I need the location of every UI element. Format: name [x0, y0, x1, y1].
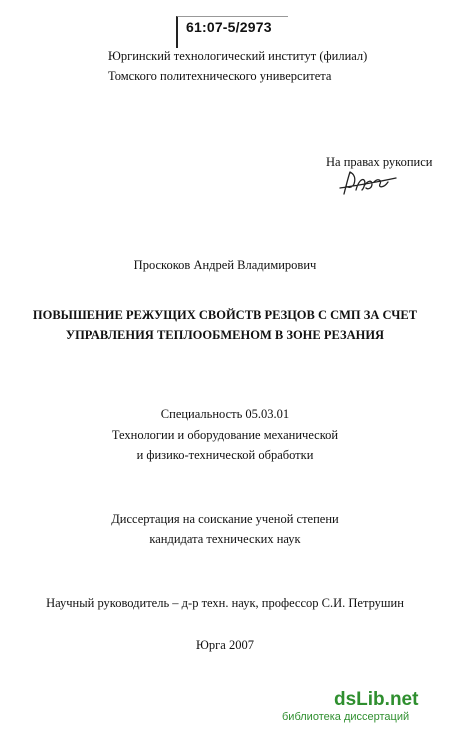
specialty-name-line-2: и физико-технической обработки: [136, 448, 314, 462]
dissertation-title: [0, 305, 450, 345]
city-year: Юрга 2007: [196, 638, 254, 652]
manuscript-rights-note: На правах рукописи: [326, 155, 433, 169]
handwritten-signature: [338, 168, 398, 198]
degree-statement-line-1: Диссертация на соискание ученой степени: [111, 512, 339, 526]
watermark-logo: dsLib.net: [334, 689, 419, 710]
institute-name: Юргинский технологический институт (филиал): [108, 49, 368, 63]
author-name: Проскоков Андрей Владимирович: [133, 258, 317, 272]
title-line-1: ПОВЫШЕНИЕ РЕЖУЩИХ СВОЙСТВ РЕЗЦОВ С СМП ЗА СЧЕТ: [32, 308, 418, 322]
university-name: Томского политехнического университета: [108, 69, 332, 83]
specialty-code: Специальность 05.03.01: [160, 407, 290, 421]
specialty-name-line-1: Технологии и оборудование механической: [111, 428, 339, 442]
scientific-advisor: Научный руководитель – д-р техн. наук, профессор С.И. Петрушин: [46, 596, 404, 610]
title-line-2: УПРАВЛЕНИЯ ТЕПЛООБМЕНОМ В ЗОНЕ РЕЗАНИЯ: [65, 328, 385, 342]
degree-statement-line-2: кандидата технических наук: [149, 532, 301, 546]
archive-stamp-number: 61:07-5/2973: [186, 19, 272, 35]
watermark-subtitle: библиотека диссертаций: [282, 711, 410, 723]
